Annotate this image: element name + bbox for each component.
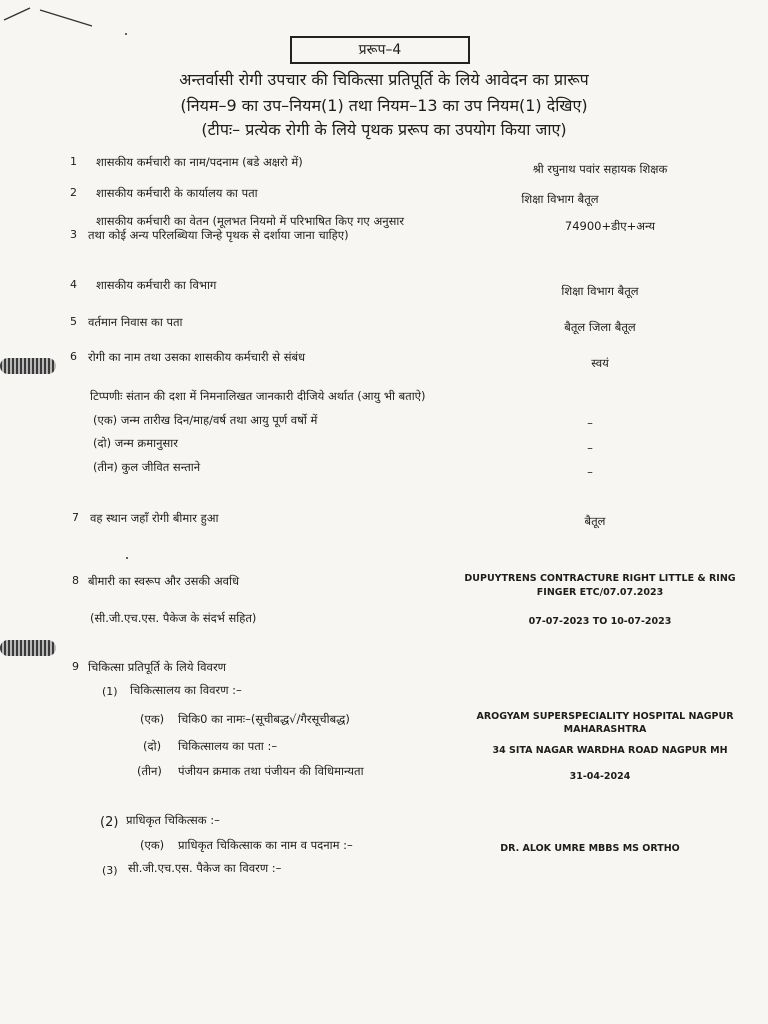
item-label: बीमारी का स्वरूप और उसकी अवधि xyxy=(88,574,240,588)
doctor-name: DR. ALOK UMRE MBBS MS ORTHO xyxy=(500,843,680,854)
speck xyxy=(125,33,127,35)
binding-clip-top xyxy=(0,358,56,374)
item-label: शासकीय कर्मचारी का नाम/पदनाम (बडे अक्षरो में) xyxy=(96,155,303,169)
item-label-line1: शासकीय कर्मचारी का वेतन (मूलभत नियमो में परिभाषित किए गए अनुसार xyxy=(96,214,405,228)
row-number: (एक) xyxy=(140,712,165,726)
subsection-label: चिकित्सालय का विवरण :– xyxy=(130,683,242,697)
hospital-name-label: चिकि0 का नामः–(सूचीबद्ध√/गैरसूचीबद्ध) xyxy=(178,712,350,726)
doctor-name-label: प्राधिकृत चिकित्साक का नाम व पदनाम :– xyxy=(178,838,353,852)
subsection-label: सी.जी.एच.एस. पैकेज का विवरण :– xyxy=(128,861,282,875)
subsection-number: (3) xyxy=(102,864,118,877)
treatment-period: 07-07-2023 TO 10-07-2023 xyxy=(528,616,672,627)
item-number: 4 xyxy=(70,278,77,291)
subsection-label: प्राधिकृत चिकित्सक :– xyxy=(126,813,220,827)
row-number: (दो) xyxy=(143,739,162,753)
hospital-address: 34 SITA NAGAR WARDHA ROAD NAGPUR MH xyxy=(492,745,728,756)
item-number: 9 xyxy=(72,660,79,673)
form-title: अन्तर्वासी रोगी उपचार की चिकित्सा प्रतिपूर्ति के लिये आवेदन का प्रारूप xyxy=(179,70,589,89)
item-value: 74900+डीए+अन्य xyxy=(564,219,656,233)
item-number: 8 xyxy=(72,574,79,587)
note-row-value: – xyxy=(587,441,593,455)
diagnosis-line1: DUPUYTRENS CONTRACTURE RIGHT LITTLE & RING xyxy=(464,573,736,584)
row-number: (तीन) xyxy=(137,764,162,778)
hospital-address-label: चिकित्सालय का पता :– xyxy=(178,739,278,753)
item-number: 5 xyxy=(70,315,77,328)
hospital-name-line1: AROGYAM SUPERSPECIALITY HOSPITAL NAGPUR xyxy=(476,711,734,722)
item-label-line2: तथा कोई अन्य परिलब्धिया जिन्हे पृथक से दर्शाया जाना चाहिए) xyxy=(88,228,349,242)
item-value: श्री रघुनाथ पवांर सहायक शिक्षक xyxy=(532,162,668,176)
item-number: 1 xyxy=(70,155,77,168)
cghs-reference-label: (सी.जी.एच.एस. पैकेज के संदर्भ सहित) xyxy=(90,611,257,625)
item-label: रोगी का नाम तथा उसका शासकीय कर्मचारी से संबंध xyxy=(88,350,306,364)
note-row-value: – xyxy=(587,465,593,479)
item-value: स्वयं xyxy=(591,356,609,370)
subsection-number: (1) xyxy=(102,685,118,698)
row-number: (एक) xyxy=(140,838,165,852)
item-value: बैतूल जिला बैतूल xyxy=(564,320,636,334)
pen-mark xyxy=(0,0,110,40)
item-number: 3 xyxy=(70,228,77,241)
item-number: 7 xyxy=(72,511,79,524)
registration-label: पंजीयन क्रमाक तथा पंजीयन की विधिमान्यता xyxy=(178,764,364,778)
speck xyxy=(126,557,128,559)
item-number: 6 xyxy=(70,350,77,363)
note-row-label: (तीन) कुल जीवित सन्ताने xyxy=(93,460,201,474)
note-row-label: (दो) जन्म क्रमानुसार xyxy=(93,436,178,450)
note-row-label: (एक) जन्म तारीख दिन/माह/वर्ष तथा आयु पूर्ण वर्षो में xyxy=(93,413,318,427)
rule-reference: (नियम–9 का उप–नियम(1) तथा नियम–13 का उप नियम(1) देखिए) xyxy=(180,96,588,115)
item-number: 2 xyxy=(70,186,77,199)
note-title: टिप्पणीः संतान की दशा में निमनालिखत जानकारी दीजिये अर्थात (आयु भी बताऐ) xyxy=(90,389,426,403)
subsection-number: (2) xyxy=(100,815,119,830)
note-row-value: – xyxy=(587,416,593,430)
item-label: शासकीय कर्मचारी के कार्यालय का पता xyxy=(96,186,258,200)
item-value: शिक्षा विभाग बैतूल xyxy=(561,284,639,298)
binding-clip-bottom xyxy=(0,640,56,656)
registration-validity: 31-04-2024 xyxy=(569,771,631,782)
item-value: बैतूल xyxy=(584,514,606,528)
item-label: वह स्थान जहॉं रोगी बीमार हुआ xyxy=(90,511,219,525)
item-label: शासकीय कर्मचारी का विभाग xyxy=(96,278,217,292)
form-note: (टीपः– प्रत्येक रोगी के लिये पृथक प्ररूप का उपयोग किया जाए) xyxy=(201,120,567,139)
item-label: चिकित्सा प्रतिपूर्ति के लिये विवरण xyxy=(88,660,226,674)
diagnosis-line2: FINGER ETC/07.07.2023 xyxy=(536,587,664,598)
hospital-name-line2: MAHARASHTRA xyxy=(563,724,647,735)
item-value: शिक्षा विभाग बैतूल xyxy=(521,192,599,206)
form-number-box: प्ररूप–4 xyxy=(290,36,470,64)
item-label: वर्तमान निवास का पता xyxy=(88,315,183,329)
